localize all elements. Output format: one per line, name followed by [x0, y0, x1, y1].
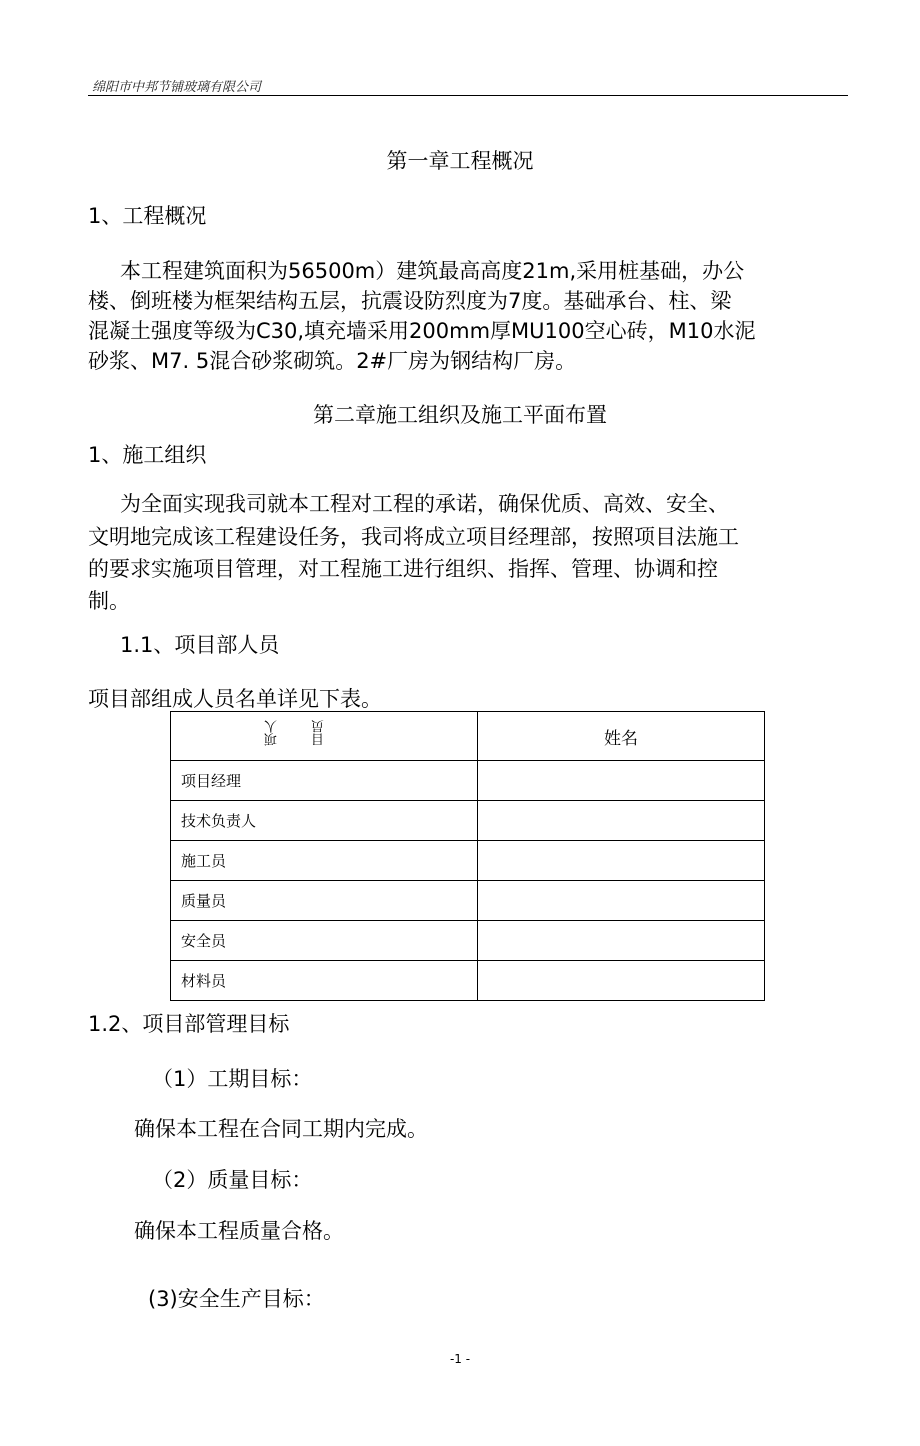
chapter1-para-line: 混凝土强度等级为C30,填充墙采用200mm厚MU100空心砖，M10水泥	[88, 319, 756, 343]
chapter2-para-line: 文明地完成该工程建设任务，我司将成立项目经理部，按照项目法施工	[88, 525, 739, 549]
goal2-text: 确保本工程质量合格。	[134, 1219, 344, 1243]
goal1-label: （1）工期目标：	[152, 1067, 313, 1091]
chapter1-para-line: 楼、倒班楼为框架结构五层，抗震设防烈度为7度。基础承台、柱、梁	[88, 289, 732, 313]
table-row	[171, 961, 765, 1001]
staff-table	[170, 711, 765, 1001]
subsection-1-1-heading: 1.1、项目部人员	[120, 633, 280, 657]
table-header-row	[171, 712, 765, 761]
table-intro: 项目部组成人员名单详见下表。	[88, 687, 382, 711]
name-cell	[478, 881, 765, 921]
header-divider	[88, 95, 848, 96]
table-row	[171, 921, 765, 961]
chapter2-para-line: 为全面实现我司就本工程对工程的承诺，确保优质、高效、安全、	[120, 492, 729, 516]
goal2-label: （2）质量目标：	[152, 1168, 313, 1192]
subsection-1-2-heading: 1.2、项目部管理目标	[88, 1012, 290, 1036]
goal3-label: (3)安全生产目标：	[148, 1287, 325, 1311]
table-row	[171, 881, 765, 921]
role-cell: 质量员	[171, 881, 478, 921]
name-cell	[478, 961, 765, 1001]
chapter2-para-line: 制。	[88, 589, 130, 613]
role-cell: 施工员	[171, 841, 478, 881]
header-role-label-b: 目员	[312, 720, 327, 746]
table-row	[171, 801, 765, 841]
chapter2-section1-heading: 1、施工组织	[88, 443, 207, 467]
name-cell	[478, 841, 765, 881]
chapter1-section1-heading: 1、工程概况	[88, 204, 207, 228]
header-role-cell	[171, 712, 478, 761]
role-cell: 技术负责人	[171, 801, 478, 841]
chapter2-title: 第二章施工组织及施工平面布置	[313, 403, 607, 427]
chapter2-para-line: 的要求实施项目管理，对工程施工进行组织、指挥、管理、协调和控	[88, 557, 718, 581]
role-cell: 材料员	[171, 961, 478, 1001]
table-row	[171, 841, 765, 881]
name-cell	[478, 801, 765, 841]
role-cell: 安全员	[171, 921, 478, 961]
chapter1-para-line: 本工程建筑面积为56500m）建筑最高高度21m,采用桩基础，办公	[120, 259, 745, 283]
page-number: -1 -	[449, 1352, 471, 1366]
name-cell	[478, 761, 765, 801]
header-name-cell: 姓名	[478, 712, 765, 761]
role-cell: 项目经理	[171, 761, 478, 801]
header-company: 绵阳市中邦节铺玻璃有限公司	[92, 80, 262, 95]
chapter1-para-line: 砂浆、M7. 5混合砂浆砌筑。2#厂房为钢结构厂房。	[88, 349, 577, 373]
table-row	[171, 761, 765, 801]
goal1-text: 确保本工程在合同工期内完成。	[134, 1117, 428, 1141]
chapter1-title: 第一章工程概况	[386, 149, 534, 173]
header-role-label-a: 项人	[265, 720, 280, 746]
name-cell	[478, 921, 765, 961]
